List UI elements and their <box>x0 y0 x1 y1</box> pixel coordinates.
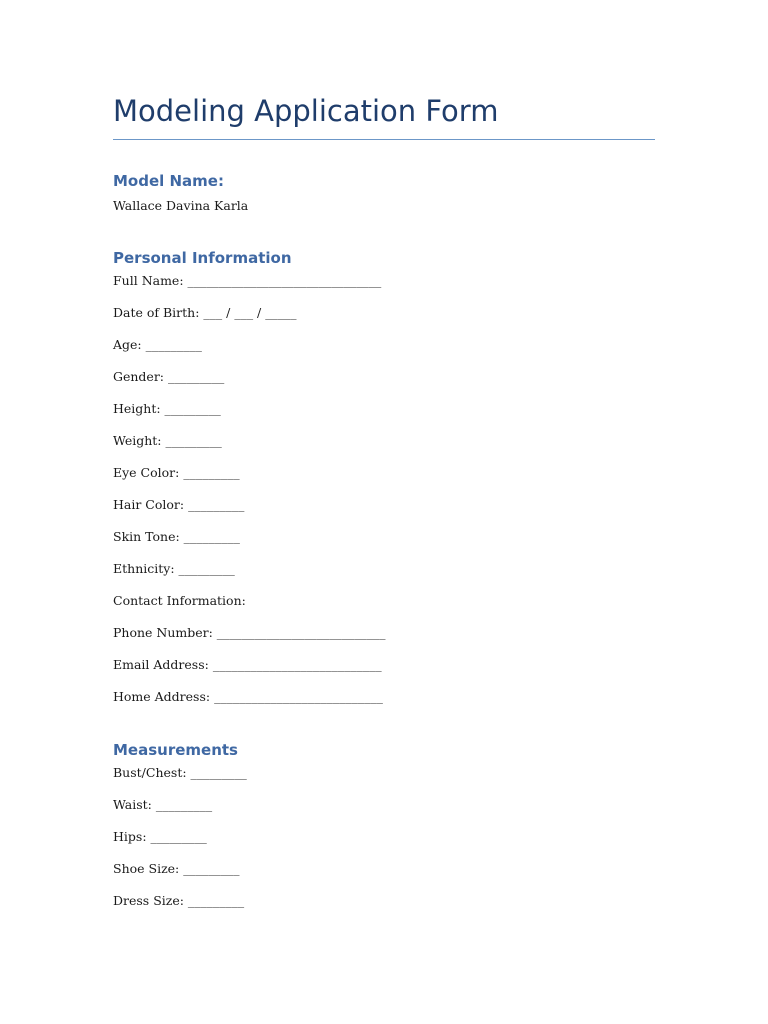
title-divider <box>113 139 655 140</box>
page-title: Modeling Application Form <box>113 94 499 128</box>
model-name-value: Wallace Davina Karla <box>113 198 249 213</box>
model-name-heading: Model Name: <box>113 172 224 190</box>
bust-chest-field: Bust/Chest: _________ <box>113 765 247 780</box>
gender-field: Gender: _________ <box>113 369 225 384</box>
skin-tone-field: Skin Tone: _________ <box>113 529 240 544</box>
full-name-field: Full Name: _______________________________ <box>113 273 382 288</box>
height-field: Height: _________ <box>113 401 221 416</box>
home-address-field: Home Address: ___________________________ <box>113 689 383 704</box>
eye-color-field: Eye Color: _________ <box>113 465 240 480</box>
shoe-size-field: Shoe Size: _________ <box>113 861 240 876</box>
measurements-heading: Measurements <box>113 741 238 759</box>
hair-color-field: Hair Color: _________ <box>113 497 245 512</box>
contact-information-label: Contact Information: <box>113 593 246 608</box>
waist-field: Waist: _________ <box>113 797 213 812</box>
email-address-field: Email Address: ___________________________ <box>113 657 382 672</box>
dress-size-field: Dress Size: _________ <box>113 893 245 908</box>
date-of-birth-field: Date of Birth: ___ / ___ / _____ <box>113 305 297 320</box>
weight-field: Weight: _________ <box>113 433 222 448</box>
ethnicity-field: Ethnicity: _________ <box>113 561 235 576</box>
personal-information-heading: Personal Information <box>113 249 292 267</box>
age-field: Age: _________ <box>113 337 202 352</box>
phone-number-field: Phone Number: ___________________________ <box>113 625 386 640</box>
hips-field: Hips: _________ <box>113 829 207 844</box>
